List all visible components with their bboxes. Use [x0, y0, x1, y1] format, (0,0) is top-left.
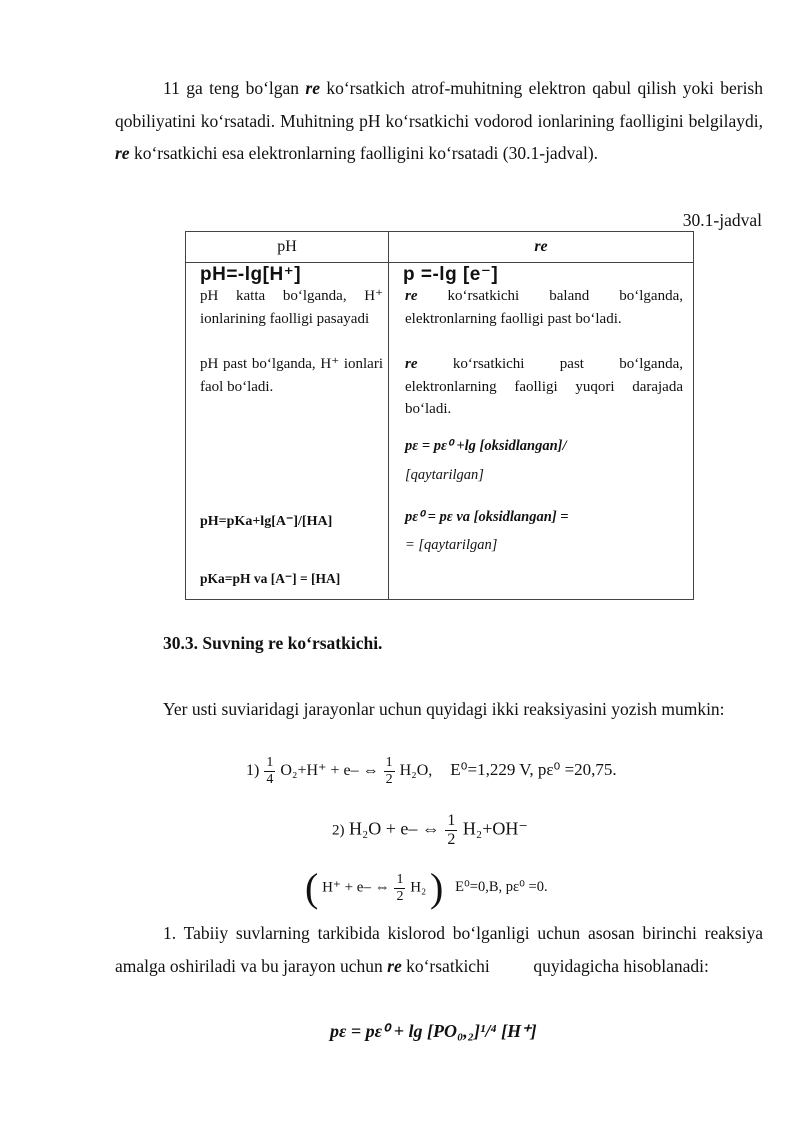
- intro-text-2: ko‘rsatkich atrof-muhitning elektron qabul qilish yoki berish qobiliyatini ko‘rsatadi. Muhitning pH ko‘rsatkichi vodorod ionlarining faolligini belgilaydi,: [115, 78, 763, 131]
- ph-text-b: pH past bo‘lganda, H⁺ ionlari faol bo‘ladi.: [200, 356, 383, 395]
- close-paren: ): [430, 865, 444, 910]
- re-text-b-block: [405, 353, 683, 421]
- section-paragraph: Yer usti suviaridagi jarayonlar uchun quyidagi ikki reaksiyasini yozish mumkin:: [163, 699, 725, 719]
- reaction-2-end: H₂+OH⁻: [462, 818, 528, 839]
- ph-formula: pH=-lg[H⁺]: [200, 264, 302, 285]
- final-formula: pε = pε⁰ + lg [PO₀,₂]¹/⁴ [H⁺]: [330, 1021, 537, 1041]
- comparison-table: [185, 231, 694, 600]
- table-header-re: re: [389, 232, 694, 263]
- intro-paragraph: [115, 72, 763, 170]
- final-paragraph: [115, 917, 763, 982]
- intro-re-1: re: [305, 78, 320, 98]
- table-header-ph: pH: [186, 232, 389, 263]
- re-equation-1-line-2: [qaytarilgan]: [405, 467, 484, 483]
- reaction-2-left: H₂O + e– ⇔: [349, 818, 440, 839]
- table-caption: 30.1-jadval: [682, 210, 762, 230]
- intro-re-2: re: [115, 143, 130, 163]
- ph-equation-1: pH=pKa+lg[A⁻]/[HA]: [200, 514, 333, 529]
- fraction-half-2: $\frac{1}{2}$: [447, 812, 456, 848]
- re-equation-1-line-1: pε = pε⁰ +lg [oksidlangan]/: [405, 438, 567, 454]
- reaction-3-end: H₂: [410, 879, 427, 896]
- fraction-half-3: $\frac{1}{2}$: [396, 871, 404, 904]
- final-text-1: 1. Tabiiy suvlarning tarkibida kislorod bo‘lganligi uchun asosan birinchi reaksiya amalga oshiriladi va bu jarayon uchun: [115, 923, 763, 976]
- re-label-a: re: [405, 288, 418, 304]
- reaction-3-left: H⁺ + e– ⇔: [322, 879, 390, 896]
- reaction-1-prefix: 1): [246, 762, 260, 780]
- open-paren: (: [305, 865, 319, 910]
- intro-text-1: 11 ga teng bo‘lgan: [163, 78, 300, 98]
- table-cell-re: [389, 263, 694, 600]
- reaction-1-middle: O₂+H⁺ + e– ⇔: [280, 762, 379, 780]
- final-re: re: [387, 955, 402, 976]
- reaction-3-values: E⁰=0,B, pε⁰ =0.: [455, 879, 548, 896]
- re-text-b: ko‘rsatkichi past bo‘lganda, elektronlarning faolligi yuqori darajada bo‘ladi.: [405, 356, 683, 417]
- re-equation-2-line-2: = [qaytarilgan]: [405, 537, 498, 553]
- table-cell-ph: [186, 263, 389, 600]
- ph-equation-2: pKa=pH va [A⁻] = [HA]: [200, 571, 341, 586]
- reaction-3: [305, 865, 548, 910]
- fraction-half-1: $\frac{1}{2}$: [385, 755, 393, 787]
- intro-text-3: ko‘rsatkichi esa elektronlarning faolligini ko‘rsatadi (30.1-jadval).: [133, 143, 599, 163]
- reaction-1-end: H₂O,: [399, 762, 433, 780]
- reaction-1: [246, 756, 617, 787]
- re-text-a: ko‘rsatkichi baland bo‘lganda, elektronlarning faolligi past bo‘ladi.: [405, 288, 683, 327]
- re-equation-2-line-1: pε⁰ = pε va [oksidlangan] =: [405, 509, 569, 525]
- reaction-2: [332, 813, 528, 848]
- re-text-a-block: [405, 285, 683, 330]
- section-heading: 30.3. Suvning re ko‘rsatkichi.: [163, 633, 383, 653]
- reaction-2-prefix: 2): [332, 822, 345, 839]
- fraction-quarter: $\frac{1}{4}$: [266, 755, 274, 787]
- ph-text-a: pH katta bo‘lganda, H⁺ ionlarining faolligi pasayadi: [200, 288, 383, 327]
- reaction-1-values: E⁰=1,229 V, pε⁰ =20,75.: [450, 760, 617, 780]
- final-text-2: ko‘rsatkichi quyidagicha hisoblanadi:: [406, 955, 709, 976]
- re-formula: p =-lg [e⁻]: [403, 264, 499, 285]
- re-label-b: re: [405, 356, 418, 372]
